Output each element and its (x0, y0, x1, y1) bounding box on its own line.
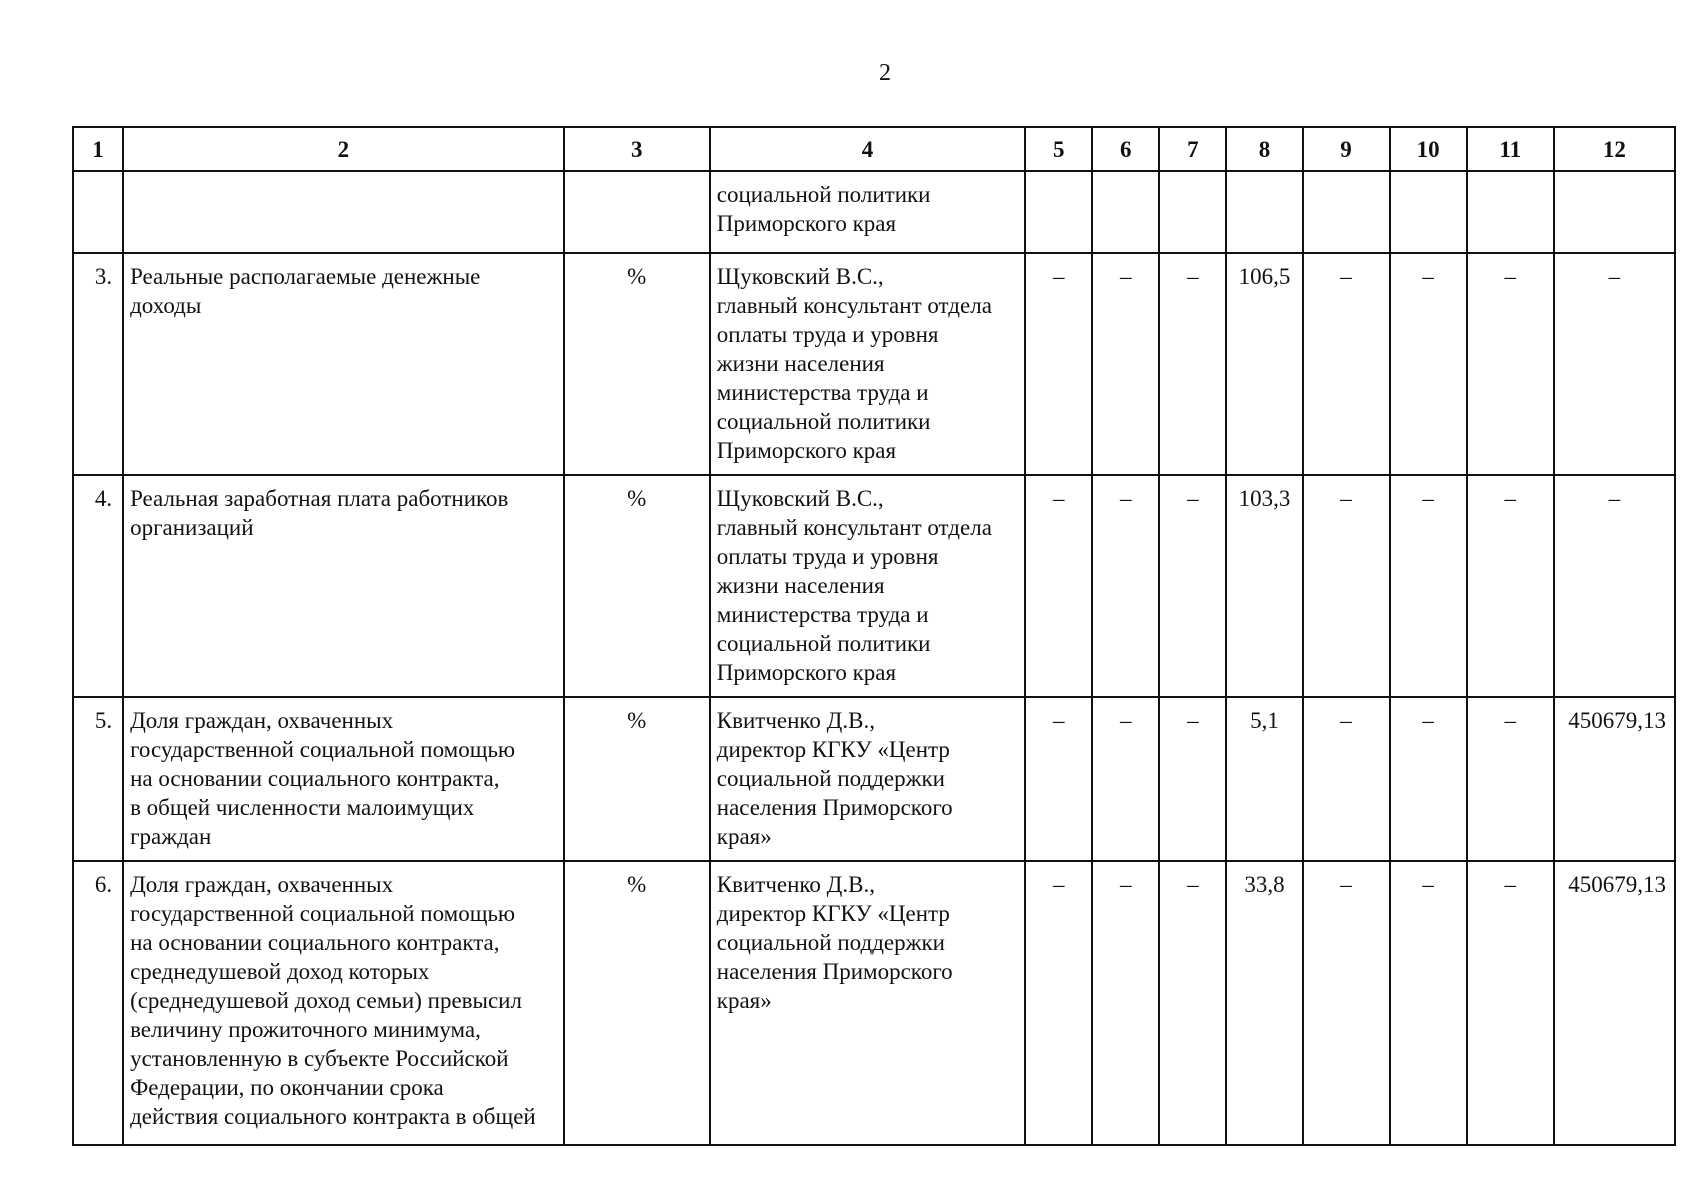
responsible-cell: Квитченко Д.В., директор КГКУ «Центр социальной поддержки населения Приморского края» (710, 861, 1025, 1145)
unit-cell: % (564, 475, 710, 697)
table-cell (1159, 171, 1226, 253)
value-cell-6: – (1092, 475, 1159, 697)
value-cell-6: – (1092, 697, 1159, 861)
table-row (73, 475, 1675, 697)
responsible-cell: Щуковский В.С., главный консультант отдела оплаты труда и уровня жизни населения министерства труда и социальной политики Приморского края (710, 475, 1025, 697)
value-cell-11: – (1467, 697, 1554, 861)
header-cell-3: 3 (564, 127, 710, 171)
header-cell-6: 6 (1092, 127, 1159, 171)
table-cell (564, 171, 710, 253)
table-cell (123, 171, 564, 253)
header-cell-4: 4 (710, 127, 1025, 171)
value-cell-7: – (1159, 861, 1226, 1145)
indicator-name-cell: Реальная заработная плата работников организаций (123, 475, 564, 697)
continuation-row (73, 171, 1675, 253)
header-cell-1: 1 (73, 127, 123, 171)
value-cell-9: – (1303, 475, 1390, 697)
table-row (73, 253, 1675, 475)
table-cell (1554, 171, 1675, 253)
value-cell-8: 5,1 (1226, 697, 1302, 861)
responsible-cell: Щуковский В.С., главный консультант отдела оплаты труда и уровня жизни населения министерства труда и социальной политики Приморского края (710, 253, 1025, 475)
unit-cell: % (564, 697, 710, 861)
indicators-table (72, 126, 1676, 1146)
page-number: 2 (879, 60, 891, 86)
table-cell (1303, 171, 1390, 253)
value-cell-9: – (1303, 697, 1390, 861)
value-cell-7: – (1159, 475, 1226, 697)
table-row (73, 861, 1675, 1145)
header-cell-10: 10 (1390, 127, 1467, 171)
indicator-name-cell: Реальные располагаемые денежные доходы (123, 253, 564, 475)
indicator-name-cell: Доля граждан, охваченных государственной социальной помощью на основании социального контракта, среднедушевой доход которых (среднедушевой доход семьи) превысил величину прожиточного минимума, установленную в субъекте Российской Федерации, по окончании срока действия социального контракта в общей (123, 861, 564, 1145)
header-cell-8: 8 (1226, 127, 1302, 171)
value-cell-7: – (1159, 253, 1226, 475)
value-cell-10: – (1390, 475, 1467, 697)
table-row (73, 697, 1675, 861)
value-cell-10: – (1390, 861, 1467, 1145)
table-cell (1467, 171, 1554, 253)
value-cell-11: – (1467, 475, 1554, 697)
table-cell (73, 171, 123, 253)
table-cell (1025, 171, 1092, 253)
unit-cell: % (564, 861, 710, 1145)
table-cell (1226, 171, 1302, 253)
value-cell-5: – (1025, 475, 1092, 697)
row-number-cell: 6. (73, 861, 123, 1145)
table-cell (1092, 171, 1159, 253)
value-cell-7: – (1159, 697, 1226, 861)
value-cell-5: – (1025, 697, 1092, 861)
value-cell-5: – (1025, 253, 1092, 475)
row-number-cell: 3. (73, 253, 123, 475)
header-cell-5: 5 (1025, 127, 1092, 171)
value-cell-9: – (1303, 861, 1390, 1145)
value-cell-5: – (1025, 861, 1092, 1145)
value-cell-6: – (1092, 861, 1159, 1145)
responsible-cell: социальной политики Приморского края (710, 171, 1025, 253)
table-cell (1390, 171, 1467, 253)
header-cell-2: 2 (123, 127, 564, 171)
value-cell-12: 450679,13 (1554, 697, 1675, 861)
header-cell-9: 9 (1303, 127, 1390, 171)
value-cell-8: 106,5 (1226, 253, 1302, 475)
unit-cell: % (564, 253, 710, 475)
value-cell-12: – (1554, 475, 1675, 697)
header-cell-11: 11 (1467, 127, 1554, 171)
value-cell-12: – (1554, 253, 1675, 475)
header-row (73, 127, 1675, 171)
value-cell-10: – (1390, 697, 1467, 861)
value-cell-8: 103,3 (1226, 475, 1302, 697)
value-cell-6: – (1092, 253, 1159, 475)
header-cell-12: 12 (1554, 127, 1675, 171)
responsible-cell: Квитченко Д.В., директор КГКУ «Центр социальной поддержки населения Приморского края» (710, 697, 1025, 861)
header-cell-7: 7 (1159, 127, 1226, 171)
value-cell-10: – (1390, 253, 1467, 475)
value-cell-11: – (1467, 253, 1554, 475)
value-cell-9: – (1303, 253, 1390, 475)
value-cell-12: 450679,13 (1554, 861, 1675, 1145)
value-cell-11: – (1467, 861, 1554, 1145)
indicator-name-cell: Доля граждан, охваченных государственной социальной помощью на основании социального контракта, в общей численности малоимущих граждан (123, 697, 564, 861)
row-number-cell: 4. (73, 475, 123, 697)
row-number-cell: 5. (73, 697, 123, 861)
value-cell-8: 33,8 (1226, 861, 1302, 1145)
